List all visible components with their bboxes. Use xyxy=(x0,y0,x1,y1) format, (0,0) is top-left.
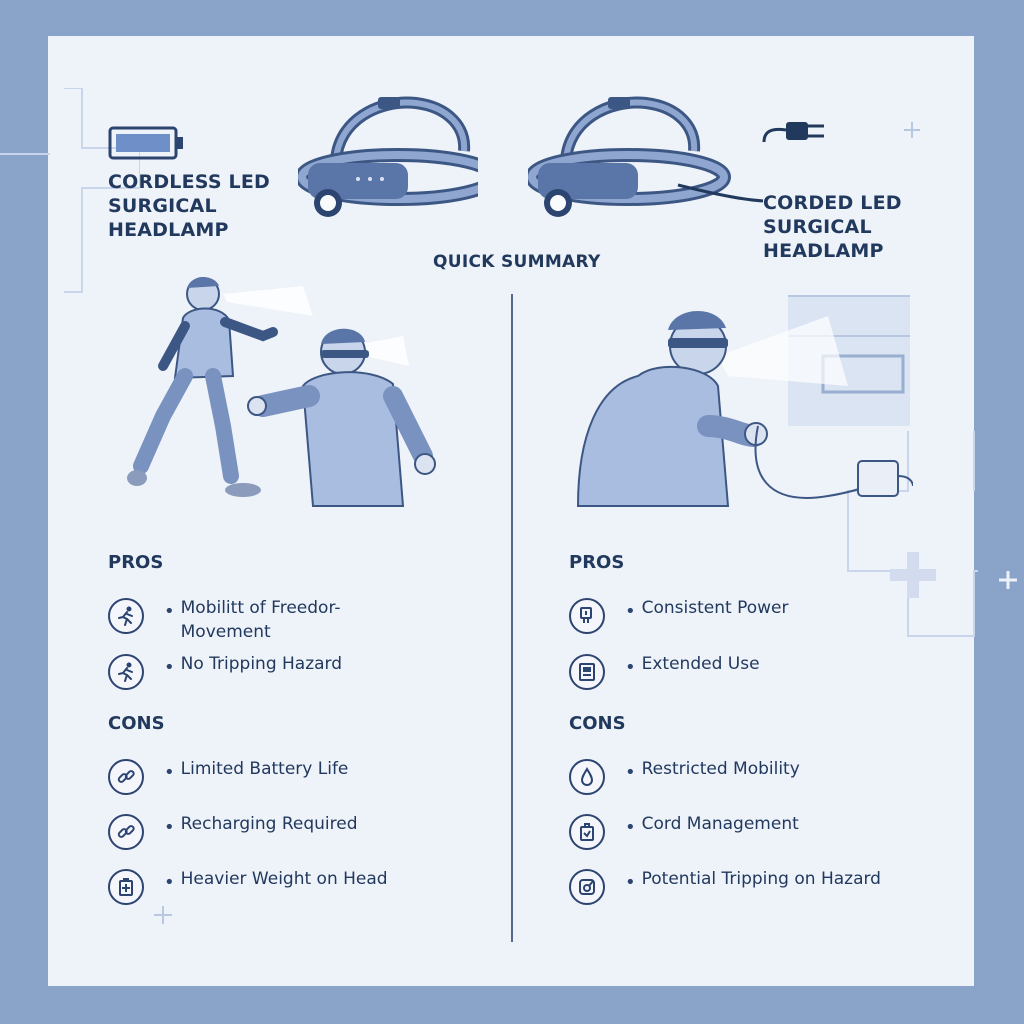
corded-con-item xyxy=(569,869,881,905)
cordless-headlamp-illustration xyxy=(298,91,478,221)
cordless-con-item xyxy=(108,869,388,905)
chain-link-icon xyxy=(108,759,144,795)
item-text-line: Heavier Weight on Head xyxy=(180,869,388,889)
item-text-line: Consistent Power xyxy=(641,598,789,618)
battery-icon xyxy=(108,126,186,162)
battery-box-icon xyxy=(108,869,144,905)
gauge-icon xyxy=(569,869,605,905)
corded-pro-item xyxy=(569,654,760,690)
item-text xyxy=(642,596,789,620)
plus-icon xyxy=(902,120,922,140)
cordless-pro-item xyxy=(108,598,340,644)
corded-cons-heading: CONS xyxy=(569,713,626,734)
device-monitor-icon xyxy=(569,654,605,690)
bullet: • xyxy=(164,657,175,678)
plus-icon xyxy=(152,904,174,926)
item-text xyxy=(642,757,800,781)
item-text-line: Cord Management xyxy=(641,814,799,834)
item-text xyxy=(642,812,799,836)
cordless-title-line: SURGICAL xyxy=(108,195,217,217)
running-person-icon xyxy=(108,654,144,690)
quick-summary-heading: QUICK SUMMARY xyxy=(433,252,601,272)
droplet-icon xyxy=(569,759,605,795)
corded-headlamp-illustration xyxy=(528,91,763,221)
item-text-line: Limited Battery Life xyxy=(180,759,349,779)
corded-title-line: SURGICAL xyxy=(763,216,872,238)
item-text xyxy=(181,812,358,836)
bullet: • xyxy=(625,657,636,678)
item-text xyxy=(181,757,349,781)
cordless-title-line: CORDLESS LED xyxy=(108,171,270,193)
corded-pro-item xyxy=(569,598,788,634)
item-text xyxy=(642,652,760,676)
corded-title-line: CORDED LED xyxy=(763,192,902,214)
bullet: • xyxy=(164,817,175,838)
corded-con-item xyxy=(569,759,800,795)
item-text-line: Movement xyxy=(180,622,271,642)
item-text xyxy=(181,652,342,676)
cordless-pro-item xyxy=(108,654,342,690)
corded-surgeon-illustration xyxy=(568,276,913,516)
cordless-title xyxy=(108,170,308,242)
corded-title xyxy=(763,191,963,263)
plus-icon xyxy=(886,548,940,602)
item-text-line: Restricted Mobility xyxy=(641,759,800,779)
corded-pros-heading: PROS xyxy=(569,552,625,573)
item-text xyxy=(642,867,881,891)
cordless-surgeons-illustration xyxy=(103,266,463,516)
column-divider xyxy=(511,294,513,942)
bullet: • xyxy=(164,872,175,893)
cordless-con-item xyxy=(108,814,358,850)
bullet: • xyxy=(164,601,175,622)
item-text-line: Extended Use xyxy=(641,654,760,674)
item-text xyxy=(181,867,388,891)
item-text-line: Potential Tripping on Hazard xyxy=(641,869,881,889)
item-text-line: Mobilitt of Freedor- xyxy=(180,598,341,618)
cordless-title-line: HEADLAMP xyxy=(108,219,229,241)
item-text xyxy=(181,596,341,644)
bullet: • xyxy=(625,817,636,838)
plug-outlet-icon xyxy=(569,598,605,634)
cordless-pros-heading: PROS xyxy=(108,552,164,573)
item-text-line: No Tripping Hazard xyxy=(180,654,343,674)
bullet: • xyxy=(625,872,636,893)
infographic-card xyxy=(48,36,974,986)
bullet: • xyxy=(625,762,636,783)
chain-link-icon xyxy=(108,814,144,850)
plus-icon xyxy=(996,568,1020,592)
cordless-cons-heading: CONS xyxy=(108,713,165,734)
bullet: • xyxy=(164,762,175,783)
item-text-line: Recharging Required xyxy=(180,814,358,834)
cord-box-icon xyxy=(569,814,605,850)
running-person-icon xyxy=(108,598,144,634)
cordless-con-item xyxy=(108,759,348,795)
corded-title-line: HEADLAMP xyxy=(763,240,884,262)
corded-con-item xyxy=(569,814,799,850)
bullet: • xyxy=(625,601,636,622)
plug-icon xyxy=(760,116,830,146)
